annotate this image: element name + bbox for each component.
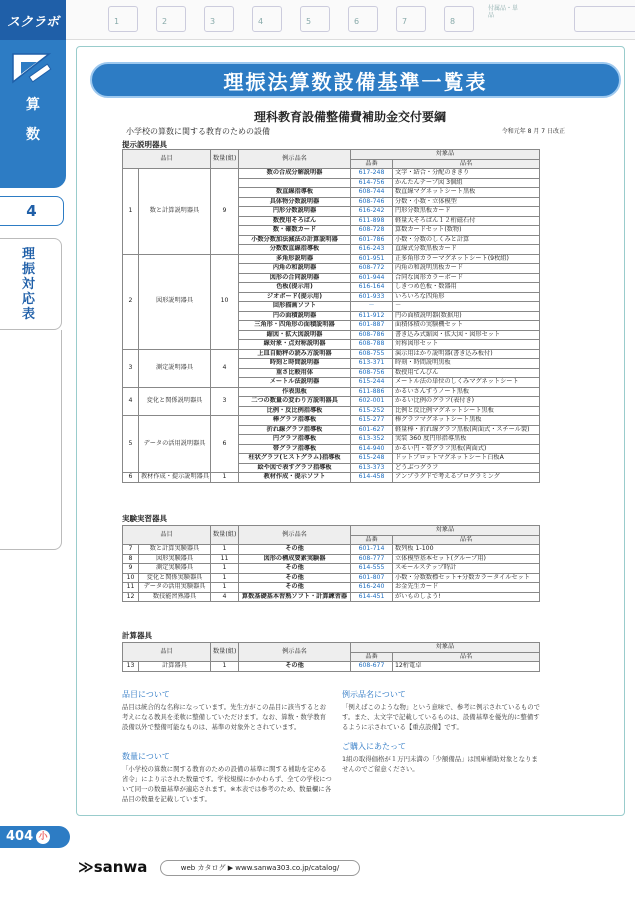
table-calculation — [122, 642, 540, 672]
product-code: 608-756 — [351, 368, 393, 378]
example-name: 三角形・四角形の面積説明器 — [239, 321, 351, 331]
product-name: 軽量大そろばん１２桁磁石付 — [393, 216, 540, 226]
example-name: メートル法説明器 — [239, 378, 351, 388]
quantity: 4 — [211, 349, 239, 387]
row-number: 4 — [123, 387, 139, 416]
table-presentation — [122, 149, 540, 483]
section-char: 応 — [22, 292, 36, 307]
example-name: 円の面積説明器 — [239, 311, 351, 321]
subject-char-2: 数 — [26, 127, 40, 143]
quantity: 4 — [211, 592, 239, 602]
index-tabs — [66, 0, 635, 40]
example-name: 縮図・拡大図説明器 — [239, 330, 351, 340]
example-name: 二つの数量の変わり方説明器具 — [239, 397, 351, 407]
product-name: 正多角形カラーマグネットシート(9枚組) — [393, 254, 540, 264]
example-name: 数・確数カード — [239, 226, 351, 236]
example-name: 数の合成分解説明器 — [239, 169, 351, 179]
note-text: 「小学校の算数に関する教育のための設備の基準に関する補助を定める省令」により示された数量です。学校規模にかかわらず、全ての学校について同一の数量基準が適応されます。※本表では参考のため、数量欄に各品目の数量を記載しています。 — [122, 765, 332, 803]
page-number-text: 404 — [6, 829, 34, 844]
table-row — [123, 554, 540, 564]
item-category: 測定説明器具 — [139, 349, 211, 387]
table-row — [123, 349, 540, 359]
hdr-item: 品目 — [123, 150, 211, 169]
example-name: その他 — [239, 545, 351, 555]
note-heading: ご購入にあたって — [342, 742, 406, 751]
product-code: 613-352 — [351, 435, 393, 445]
note-examples — [342, 690, 542, 732]
product-name: 実装 360 度円形指導黒板 — [393, 435, 540, 445]
product-code: 611-912 — [351, 311, 393, 321]
product-name: 面積体積の実験機セット — [393, 321, 540, 331]
brand-label: スクラボ — [0, 0, 66, 40]
note-text: 品目は統合的な名称になっています。先生方がこの品目に該当するとお考えになる教具を柔軟に整備していただけます。なお、算数・数学教育設備以外で整備可能なものは、基準の対象外とされています。 — [122, 703, 326, 731]
table-row — [123, 169, 540, 179]
sidebar — [0, 0, 66, 900]
product-code: 614-458 — [351, 473, 393, 483]
product-code: 601-627 — [351, 425, 393, 435]
example-name: 小数分数加法減法の計算説明器 — [239, 235, 351, 245]
hdr-qty: 数量(組) — [211, 643, 239, 662]
table-row — [123, 662, 540, 672]
table-row — [123, 573, 540, 583]
product-name: かるい比例のグラフ(表付き) — [393, 397, 540, 407]
quantity: 1 — [211, 662, 239, 672]
section-char: 振 — [22, 262, 36, 277]
hdr-qty: 数量(組) — [211, 150, 239, 169]
product-code: 601-887 — [351, 321, 393, 331]
index-tab-7[interactable]: 7 — [396, 6, 426, 32]
product-code: 608-744 — [351, 188, 393, 198]
row-number: 10 — [123, 573, 139, 583]
index-tab-end[interactable] — [574, 6, 635, 32]
example-name: 作表黒板 — [239, 387, 351, 397]
product-name: スモールステップ時計 — [393, 564, 540, 574]
item-category: 図形説明器具 — [139, 254, 211, 349]
hdr-example: 例示品名 — [239, 150, 351, 169]
product-name: どうぶつグラフ — [393, 463, 540, 473]
row-number: 9 — [123, 564, 139, 574]
item-category: 数技能習熟器具 — [139, 592, 211, 602]
note-quantity — [122, 752, 332, 804]
product-code: 615-248 — [351, 454, 393, 464]
table-row — [123, 473, 540, 483]
table-row — [123, 254, 540, 264]
table-row — [123, 592, 540, 602]
hdr-name: 品名 — [393, 652, 540, 662]
note-text: 1組の取得価格が１万円未満の「少額備品」は国庫補助対象となりませんのでご留意ください。 — [342, 755, 538, 773]
product-name: 合同な図形カラーボード — [393, 273, 540, 283]
example-name: 上皿自動秤の読み方説明器 — [239, 349, 351, 359]
product-code: 601-951 — [351, 254, 393, 264]
index-tab-8[interactable]: 8 — [444, 6, 474, 32]
index-tab-6[interactable]: 6 — [348, 6, 378, 32]
example-name: 分数数直線指導板 — [239, 245, 351, 255]
row-number: 1 — [123, 169, 139, 255]
hdr-example: 例示品名 — [239, 526, 351, 545]
row-number: 13 — [123, 662, 139, 672]
example-name: その他 — [239, 662, 351, 672]
example-name: 多角形説明器 — [239, 254, 351, 264]
product-name: かんたんテープ図 3個組 — [393, 178, 540, 188]
section-heading-1: 提示説明器具 — [122, 140, 167, 149]
example-name: その他 — [239, 564, 351, 574]
product-code: 611-898 — [351, 216, 393, 226]
example-name: 回形描画ソフト — [239, 302, 351, 312]
quantity: 1 — [211, 545, 239, 555]
product-code: 616-242 — [351, 207, 393, 217]
subject-tab[interactable] — [0, 40, 66, 188]
quantity: 11 — [211, 554, 239, 564]
product-code: 614-555 — [351, 564, 393, 574]
row-number: 2 — [123, 254, 139, 349]
sanwa-logo — [78, 858, 147, 876]
product-code: 608-746 — [351, 197, 393, 207]
section-char: 理 — [22, 247, 36, 262]
example-name: その他 — [239, 583, 351, 593]
row-number: 8 — [123, 554, 139, 564]
product-name: 数列板 1-100 — [393, 545, 540, 555]
product-name: しきつめ色板・数器用 — [393, 283, 540, 293]
index-tab-1[interactable]: 1 — [108, 6, 138, 32]
product-code: － — [351, 302, 393, 312]
chapter-number[interactable]: 4 — [0, 196, 64, 226]
table-row — [123, 387, 540, 397]
quantity: 1 — [211, 564, 239, 574]
product-name: 小数・分数数標セット+分数カラータイルセット — [393, 573, 540, 583]
hdr-name: 品名 — [393, 535, 540, 545]
example-name — [239, 178, 351, 188]
quantity: 1 — [211, 473, 239, 483]
quantity: 10 — [211, 254, 239, 349]
product-name: 直線式分数黒板カード — [393, 245, 540, 255]
product-code: 615-252 — [351, 406, 393, 416]
product-code: 616-164 — [351, 283, 393, 293]
example-name: 色板(提示用) — [239, 283, 351, 293]
table-row — [123, 416, 540, 426]
product-name: 演示用はかり説明器(書き込み板付) — [393, 349, 540, 359]
subtitle: 理科教育設備整備費補助金交付要綱 — [253, 110, 446, 124]
example-name: 算数基礎基本習熟ソフト・計算練習器 — [239, 592, 351, 602]
product-name: 棒グラフマグネットシート黒板 — [393, 416, 540, 426]
row-number: 3 — [123, 349, 139, 387]
example-name: 図形の構成要素実験器 — [239, 554, 351, 564]
product-name: かるいさんすうノート黒板 — [393, 387, 540, 397]
product-code: 608-777 — [351, 554, 393, 564]
example-name: ジオボード(提示用) — [239, 292, 351, 302]
product-name: 数授用てんびん — [393, 368, 540, 378]
scope-note: 小学校の算数に関する教育のための設備 — [126, 127, 270, 136]
row-number: 7 — [123, 545, 139, 555]
product-name: 算数カードセット(数物) — [393, 226, 540, 236]
triangle-ruler-icon — [9, 48, 55, 86]
item-category: データの活用説明器具 — [139, 416, 211, 473]
logo-text: sanwa — [93, 858, 148, 876]
example-name: その他 — [239, 573, 351, 583]
example-name: 円グラフ指導板 — [239, 435, 351, 445]
product-name: 比例と反比例マグネットシート黒板 — [393, 406, 540, 416]
accessory-tab[interactable]: 付属品・単品 — [488, 5, 519, 19]
product-name: － — [393, 302, 540, 312]
item-category: データの活用実験器具 — [139, 583, 211, 593]
product-name: 12桁電卓 — [393, 662, 540, 672]
example-name: 線対象・点対称説明器 — [239, 340, 351, 350]
hdr-example: 例示品名 — [239, 643, 351, 662]
product-name: 小数・分数のしくみと計算 — [393, 235, 540, 245]
example-name: 具体物分数説明器 — [239, 197, 351, 207]
product-code: 613-371 — [351, 359, 393, 369]
page-number — [0, 826, 70, 848]
title-banner — [90, 62, 621, 98]
product-code: 608-755 — [351, 349, 393, 359]
section-heading-2: 実験実習器具 — [122, 514, 167, 523]
product-name: 時刻・時間説明黒板 — [393, 359, 540, 369]
hdr-item: 品目 — [123, 526, 211, 545]
example-name: 棒グラフ指導板 — [239, 416, 351, 426]
example-name: 教材作成・提示ソフト — [239, 473, 351, 483]
note-text: 「例えばこのような物」という意味で、参考に例示されているものです。また、太文字で記載しているものは、設備基準を優先的に整備するように示されている【重点設備】です。 — [342, 703, 540, 731]
section-tab-frame — [0, 330, 62, 550]
product-code: 611-886 — [351, 387, 393, 397]
index-tab-3[interactable]: 3 — [204, 6, 234, 32]
table-row — [123, 583, 540, 593]
product-code: 608-728 — [351, 226, 393, 236]
product-code: 614-756 — [351, 178, 393, 188]
product-name: 立体模型基本セット(グループ用) — [393, 554, 540, 564]
row-number: 11 — [123, 583, 139, 593]
index-tab-4[interactable]: 4 — [252, 6, 282, 32]
index-tab-2[interactable]: 2 — [156, 6, 186, 32]
hdr-item: 品目 — [123, 643, 211, 662]
example-name: 内角の和説明器 — [239, 264, 351, 274]
product-code: 601-714 — [351, 545, 393, 555]
example-name: 比例・反比例指導板 — [239, 406, 351, 416]
product-name: お金先生カード — [393, 583, 540, 593]
product-code: 614-451 — [351, 592, 393, 602]
product-name: 対称図形セット — [393, 340, 540, 350]
hdr-code: 品番 — [351, 159, 393, 169]
product-code: 601-944 — [351, 273, 393, 283]
quantity: 9 — [211, 169, 239, 255]
product-name: 書き込み式縮図・拡大図・図形セット — [393, 330, 540, 340]
product-code: 602-001 — [351, 397, 393, 407]
hdr-target: 対象品 — [351, 643, 540, 653]
product-code: 601-933 — [351, 292, 393, 302]
example-name: 数直線指導板 — [239, 188, 351, 198]
product-name: かるい円・帯グラフ黒板(両面式) — [393, 444, 540, 454]
item-category: 数と計算説明器具 — [139, 169, 211, 255]
product-code: 614-940 — [351, 444, 393, 454]
table-row — [123, 564, 540, 574]
product-name: 文字・結合・分配のききり — [393, 169, 540, 179]
item-category: 計算器具 — [139, 662, 211, 672]
quantity: 3 — [211, 387, 239, 416]
example-name: 数授用そろばん — [239, 216, 351, 226]
product-code: 615-277 — [351, 416, 393, 426]
example-name: 時刻と時間説明器 — [239, 359, 351, 369]
table-row — [123, 545, 540, 555]
product-code: 615-244 — [351, 378, 393, 388]
hdr-target: 対象品 — [351, 150, 540, 160]
product-name: メートル法の単位のしくみマグネットシート — [393, 378, 540, 388]
quantity: 1 — [211, 573, 239, 583]
note-heading: 品目について — [122, 690, 170, 699]
product-code: 601-807 — [351, 573, 393, 583]
example-name: 柱状グラフ(ヒストグラム)指導板 — [239, 454, 351, 464]
example-name: 折れ線グラフ指導板 — [239, 425, 351, 435]
product-code: 616-240 — [351, 583, 393, 593]
product-code: 608-786 — [351, 330, 393, 340]
product-name: 円形分数黒板カード — [393, 207, 540, 217]
quantity: 1 — [211, 583, 239, 593]
product-name: がいものしよう! — [393, 592, 540, 602]
item-category: 数と計算実験器具 — [139, 545, 211, 555]
row-number: 12 — [123, 592, 139, 602]
note-items — [122, 690, 332, 732]
table-experiment — [122, 525, 540, 602]
item-category: 図形実験器具 — [139, 554, 211, 564]
note-purchase — [342, 742, 542, 774]
web-catalog-link[interactable]: web カタログ ▶ www.sanwa303.co.jp/catalog/ — [160, 860, 360, 876]
section-char: 対 — [22, 277, 36, 292]
product-code: 608-772 — [351, 264, 393, 274]
example-name: 円形分数説明器 — [239, 207, 351, 217]
product-code: 608-788 — [351, 340, 393, 350]
example-name: 図形の合同説明器 — [239, 273, 351, 283]
item-category: 測定実験器具 — [139, 564, 211, 574]
product-code: 613-373 — [351, 463, 393, 473]
item-category: 教材作成・提示説明器具 — [139, 473, 211, 483]
example-name: 帯グラフ指導板 — [239, 444, 351, 454]
note-heading: 例示品名について — [342, 690, 406, 699]
hdr-name: 品名 — [393, 159, 540, 169]
section-tab[interactable] — [0, 238, 62, 330]
index-tab-5[interactable]: 5 — [300, 6, 330, 32]
product-code: 616-243 — [351, 245, 393, 255]
section-char: 表 — [22, 307, 36, 322]
grade-badge: 小 — [36, 830, 50, 844]
hdr-target: 対象品 — [351, 526, 540, 536]
product-name: いろいろな四角形 — [393, 292, 540, 302]
logo-mark-icon: ≫ — [78, 858, 94, 876]
row-number: 6 — [123, 473, 139, 483]
hdr-code: 品番 — [351, 652, 393, 662]
subject-char-1: 算 — [26, 97, 40, 113]
product-name: ドットプロットマグネットシート白板A — [393, 454, 540, 464]
product-name: 円の面積説明器(数据用) — [393, 311, 540, 321]
hdr-code: 品番 — [351, 535, 393, 545]
example-name: 絵や図で表すグラフ指導板 — [239, 463, 351, 473]
row-number: 5 — [123, 416, 139, 473]
product-name: アンプラグドで考えるプログラミング — [393, 473, 540, 483]
note-heading: 数量について — [122, 752, 170, 761]
product-code: 601-786 — [351, 235, 393, 245]
product-name: 内角の和説明黒板カード — [393, 264, 540, 274]
section-heading-3: 計算器具 — [122, 631, 152, 640]
hdr-qty: 数量(組) — [211, 526, 239, 545]
product-name: 分数・小数・立体模型 — [393, 197, 540, 207]
product-code: 608-677 — [351, 662, 393, 672]
revision-date: 令和元年 8 月 7 日改正 — [501, 128, 565, 135]
item-category: 変化と関係実験器具 — [139, 573, 211, 583]
example-name: 重さ比較用体 — [239, 368, 351, 378]
page-title: 理振法算数設備基準一覧表 — [223, 69, 488, 94]
item-category: 変化と関係説明器具 — [139, 387, 211, 416]
quantity: 6 — [211, 416, 239, 473]
product-name: 数直線マグネットシート黒板 — [393, 188, 540, 198]
product-name: 軽量棒・折れ線グラフ黒板(両面式・スチール製) — [393, 425, 540, 435]
product-code: 617-248 — [351, 169, 393, 179]
